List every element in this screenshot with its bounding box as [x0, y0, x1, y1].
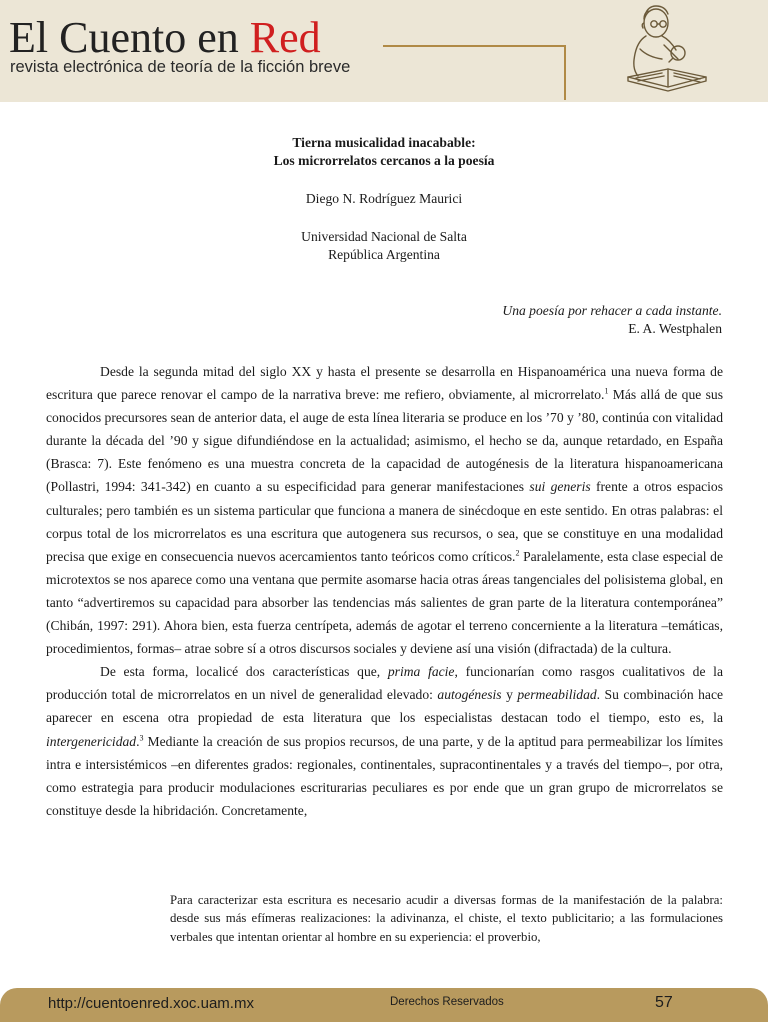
footer-rights: Derechos Reservados: [390, 996, 504, 1008]
footer-url-link[interactable]: http://cuentoenred.xoc.uam.mx: [48, 995, 254, 1012]
block-quotation-text: Para caracterizar esta escritura es necesario acudir a diversas formas de la manifestación de la palabra: desde sus más efímeras realizaciones: la adivinanza, el chiste, el texto publicitario; a las formulaciones verbales que intentan orientar al hombre en su experiencia: el proverbio,: [170, 893, 723, 944]
body-paragraph-1: Desde la segunda mitad del siglo XX y hasta el presente se desarrolla en Hispanoamérica una nueva forma de escritura que parece renovar el campo de la narrativa breve: me refiero, obviamente, al microrrelato.$^1$ Más allá de que sus conocidos precursores sean de anterior data, el auge de esta línea literaria se produce en los ’70 y ’80, continúa con vitalidad durante la década del ’90 y sigue difundiéndose en la actualidad; asimismo, el hecho se da, aunque retardado, en España (Brasca: 7). Este fenómeno es una muestra concreta de la capacidad de autogénesis de la literatura hispanoamericana (Pollastri, 1994: 341-342) en cuanto a su especificidad para generar manifestaciones sui generis frente a otros espacios culturales; pero también es un sistema particular que funciona a manera de sinécdoque en este sentido. En otras palabras: el corpus total de los microrrelatos es una escritura que autogenera sus recursos, o sea, que se constituye en una modalidad precisa que exige en consecuencia nuevos acercamientos tanto teóricos como críticos.$^2$ Paralelamente, esta clase especial de microtextos se nos aparece como una ventana que permite asomarse hacia otras áreas tangenciales del polisistema global, en tanto “advertiremos su capacidad para absorber las tendencias más salientes de gran parte de la literatura contemporánea” (Chibán, 1997: 291). Ahora bien, esta fuerza centrípeta, además de agotar el terreno concerniente a la literatura –temáticas, procedimientos, formas– atrae sobre sí a otros discursos sociales y deviene así una visión (difractada) de la cultura.: [46, 364, 723, 657]
footnote-ref-2[interactable]: 2: [515, 548, 520, 558]
epigraph-quote: Una poesía por rehacer a cada instante.: [502, 303, 722, 318]
journal-header: [0, 0, 768, 102]
footnote-ref-3[interactable]: 3: [139, 732, 144, 742]
page-footer: [0, 988, 768, 1022]
article-title-line-1: Tierna musicalidad inacabable:: [292, 135, 476, 150]
affiliation-country: República Argentina: [328, 247, 440, 262]
affiliation-university: Universidad Nacional de Salta: [301, 229, 467, 244]
journal-subtitle: revista electrónica de teoría de la ficción breve: [10, 58, 351, 76]
block-quotation: [170, 891, 723, 946]
header-rule-vertical: [564, 45, 566, 100]
article-body: [46, 360, 723, 822]
author-affiliation: [0, 228, 768, 264]
epigraph-author: E. A. Westphalen: [628, 321, 722, 336]
epigraph: [502, 302, 722, 338]
article-title-line-2: Los microrrelatos cercanos a la poesía: [273, 153, 495, 168]
article-title: [0, 134, 768, 170]
page-number: 57: [655, 994, 673, 1011]
author-name: Diego N. Rodríguez Maurici: [305, 191, 463, 206]
journal-title-accent: Red: [249, 13, 321, 62]
journal-title-main: El Cuento en: [9, 13, 250, 62]
header-rule-horizontal: [383, 45, 566, 47]
body-paragraph-2: De esta forma, localicé dos características que, prima facie, funcionarían como rasgos cualitativos de la producción total de microrrelatos en un nivel de generalidad elevado: autogénesis y permeabilidad. Su combinación hace aparecer en escena otra propiedad de esta literatura que los especialistas destacan todo el tiempo, esto es, la intergenericidad.$^3$ Mediante la creación de sus propios recursos, de una parte, y de la aptitud para permeabilizar los límites intra e intersistémicos –en diferentes grados: regionales, continentales, supracontinentales y a través del tiempo–, por otra, como estrategia para producir modulaciones escriturarias peculiares es por ende que un gran grupo de microrrelatos se constituye desde la hibridación. Concretamente,: [46, 664, 724, 818]
footnote-ref-1[interactable]: 1: [604, 386, 609, 396]
man-reading-with-magnifying-glass-icon: [618, 3, 714, 95]
